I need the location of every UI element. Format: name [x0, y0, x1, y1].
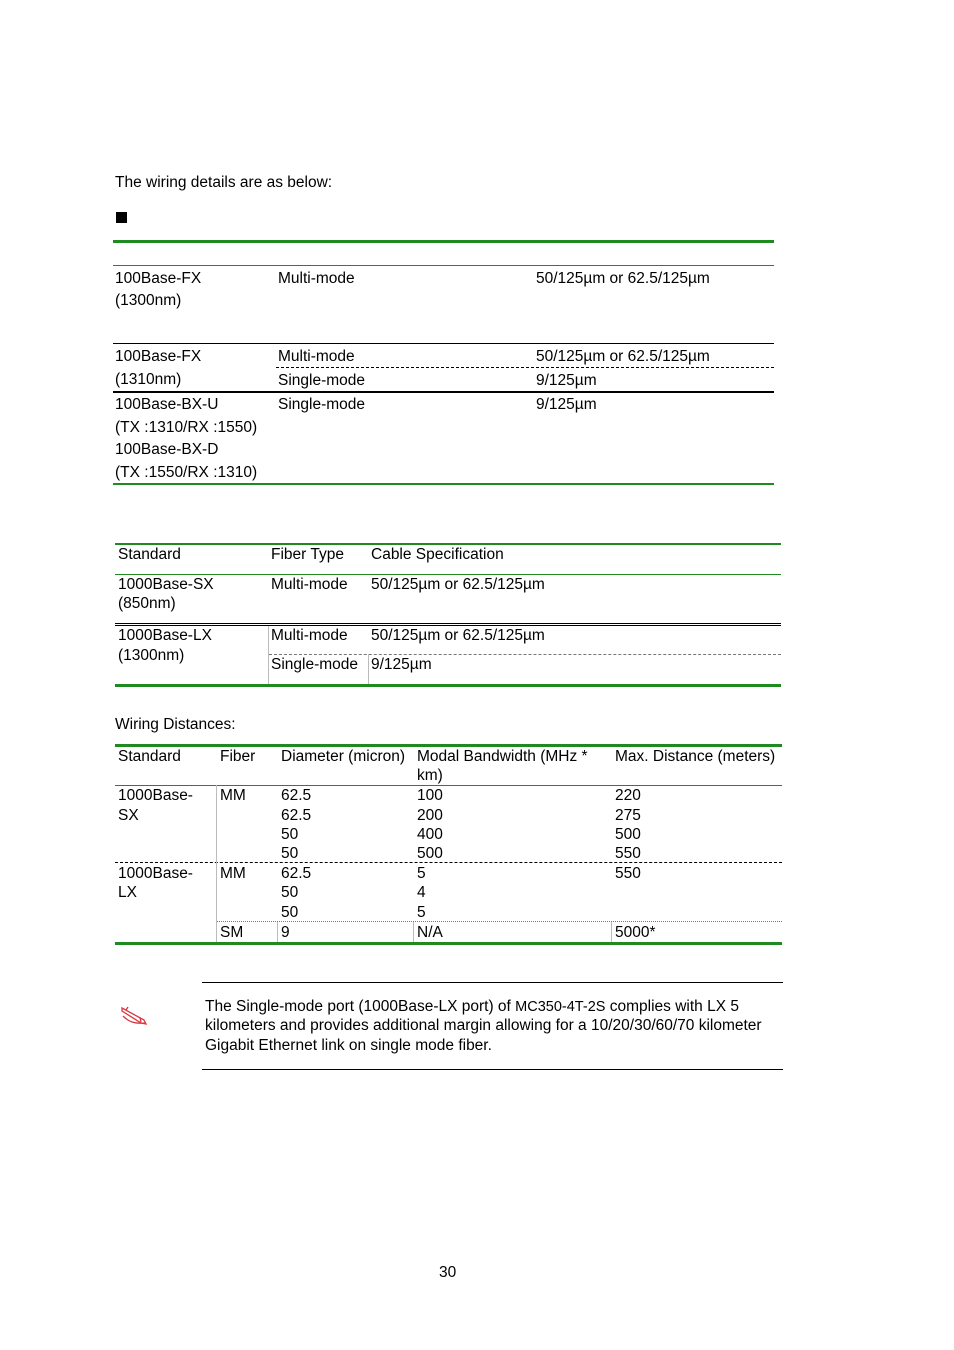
table-header-bandwidth: Modal Bandwidth (MHz *: [417, 748, 588, 765]
table-cell-standard: SX: [118, 807, 139, 824]
table-cell-bandwidth: 5: [417, 904, 426, 921]
column-divider: [368, 654, 369, 684]
table-cell-cable: 50/125µm or 62.5/125µm: [536, 348, 710, 365]
table-header-diameter: Diameter (micron): [281, 748, 406, 765]
table-cell-standard: (850nm): [118, 595, 176, 612]
table-cell-diameter: 9: [281, 924, 290, 941]
table-cell-standard: 100Base-BX-U: [115, 396, 219, 413]
table-cell-fiber: MM: [220, 787, 246, 804]
row-divider: [113, 391, 774, 393]
table-header-bandwidth: km): [417, 767, 443, 784]
table-cell-diameter: 62.5: [281, 787, 312, 804]
column-divider: [413, 922, 414, 942]
table-cell-standard: LX: [118, 884, 137, 901]
table-cell-bandwidth: 200: [417, 807, 443, 824]
table-cell-bandwidth: 400: [417, 826, 443, 843]
section-rule: [113, 240, 774, 243]
table-cell-distance: 220: [615, 787, 641, 804]
column-divider: [611, 922, 612, 942]
table-cell-fiber: Multi-mode: [278, 348, 355, 365]
table-top-rule: [115, 543, 781, 545]
table-cell-standard: 100Base-FX: [115, 270, 202, 287]
table-top-rule: [115, 744, 782, 747]
table-cell-bandwidth: 500: [417, 845, 443, 862]
table-cell-standard: 100Base-FX: [115, 348, 202, 365]
table-cell-diameter: 50: [281, 904, 299, 921]
note-line-2: kilometers and provides additional margin allowing for a 10/20/30/60/70 kilometer: [205, 1017, 762, 1034]
table-cell-standard: (TX :1550/RX :1310): [115, 464, 258, 481]
table-cell-fiber: Single-mode: [271, 656, 359, 673]
table-cell-distance: 550: [615, 865, 641, 882]
table-bottom-rule: [113, 483, 774, 485]
table-cell-standard: 1000Base-: [118, 865, 193, 882]
row-divider: [276, 367, 774, 368]
table-cell-diameter: 62.5: [281, 865, 312, 882]
table-bottom-rule: [115, 942, 782, 945]
note-top-rule: [202, 982, 783, 983]
table-cell-fiber: Single-mode: [278, 372, 366, 389]
table-cell-bandwidth: 100: [417, 787, 443, 804]
table-cell-fiber: SM: [220, 924, 244, 941]
table-cell-standard: (1300nm): [115, 292, 182, 309]
table-cell-cable: 50/125µm or 62.5/125µm: [371, 627, 545, 644]
column-divider: [277, 922, 278, 942]
note-text: The Single-mode port (1000Base-LX port) of: [205, 998, 516, 1015]
table-cell-distance: 550: [615, 845, 641, 862]
pen-note-icon: [119, 1003, 149, 1032]
table-header-standard: Standard: [118, 748, 181, 765]
table-bottom-rule: [115, 684, 781, 687]
row-divider: [115, 623, 781, 626]
row-divider: [216, 921, 782, 922]
table-cell-fiber: Multi-mode: [271, 576, 348, 593]
table-cell-standard: 1000Base-LX: [118, 627, 212, 644]
table-cell-standard: 1000Base-SX: [118, 576, 214, 593]
table-cell-distance: 500: [615, 826, 641, 843]
table-cell-diameter: 50: [281, 826, 299, 843]
distances-label: Wiring Distances:: [115, 716, 236, 733]
note-line-3: Gigabit Ethernet link on single mode fiber.: [205, 1037, 492, 1054]
table-cell-cable: 9/125µm: [536, 372, 597, 389]
note-bottom-rule: [202, 1069, 783, 1070]
table-cell-diameter: 50: [281, 884, 299, 901]
table-cell-fiber: Single-mode: [278, 396, 366, 413]
table-header-fiber: Fiber: [220, 748, 256, 765]
table-header-fiber-type: Fiber Type: [271, 546, 344, 563]
table-cell-fiber: MM: [220, 865, 246, 882]
table-cell-standard: (TX :1310/RX :1550): [115, 419, 258, 436]
header-rule: [115, 574, 781, 575]
table-cell-diameter: 62.5: [281, 807, 312, 824]
table-cell-fiber: Multi-mode: [278, 270, 355, 287]
row-divider: [269, 654, 781, 655]
table-cell-cable: 9/125µm: [536, 396, 597, 413]
square-bullet-icon: [116, 212, 127, 223]
table-top-rule: [113, 265, 774, 266]
table-cell-bandwidth: 4: [417, 884, 426, 901]
model-name: MC350-4T-2S: [515, 999, 606, 1015]
table-header-standard: Standard: [118, 546, 181, 563]
table-top-rule: [113, 343, 774, 344]
table-header-distance: Max. Distance (meters): [615, 748, 776, 765]
table-cell-distance: 275: [615, 807, 641, 824]
table-cell-standard: 1000Base-: [118, 787, 193, 804]
table-cell-bandwidth: N/A: [417, 924, 443, 941]
intro-text: The wiring details are as below:: [115, 174, 333, 191]
table-cell-cable: 9/125µm: [371, 656, 432, 673]
page-number: 30: [439, 1264, 457, 1281]
table-cell-bandwidth: 5: [417, 865, 426, 882]
table-cell-standard: (1310nm): [115, 371, 182, 388]
table-cell-diameter: 50: [281, 845, 299, 862]
column-divider: [268, 626, 269, 684]
note-line-1: [205, 998, 739, 1016]
table-header-cable-spec: Cable Specification: [371, 546, 504, 563]
table-cell-distance: 5000*: [615, 924, 656, 941]
table-cell-standard: 100Base-BX-D: [115, 441, 219, 458]
table-cell-cable: 50/125µm or 62.5/125µm: [536, 270, 710, 287]
table-cell-fiber: Multi-mode: [271, 627, 348, 644]
note-text: complies with LX 5: [605, 998, 739, 1015]
table-cell-cable: 50/125µm or 62.5/125µm: [371, 576, 545, 593]
column-divider: [216, 785, 217, 942]
table-cell-standard: (1300nm): [118, 647, 185, 664]
